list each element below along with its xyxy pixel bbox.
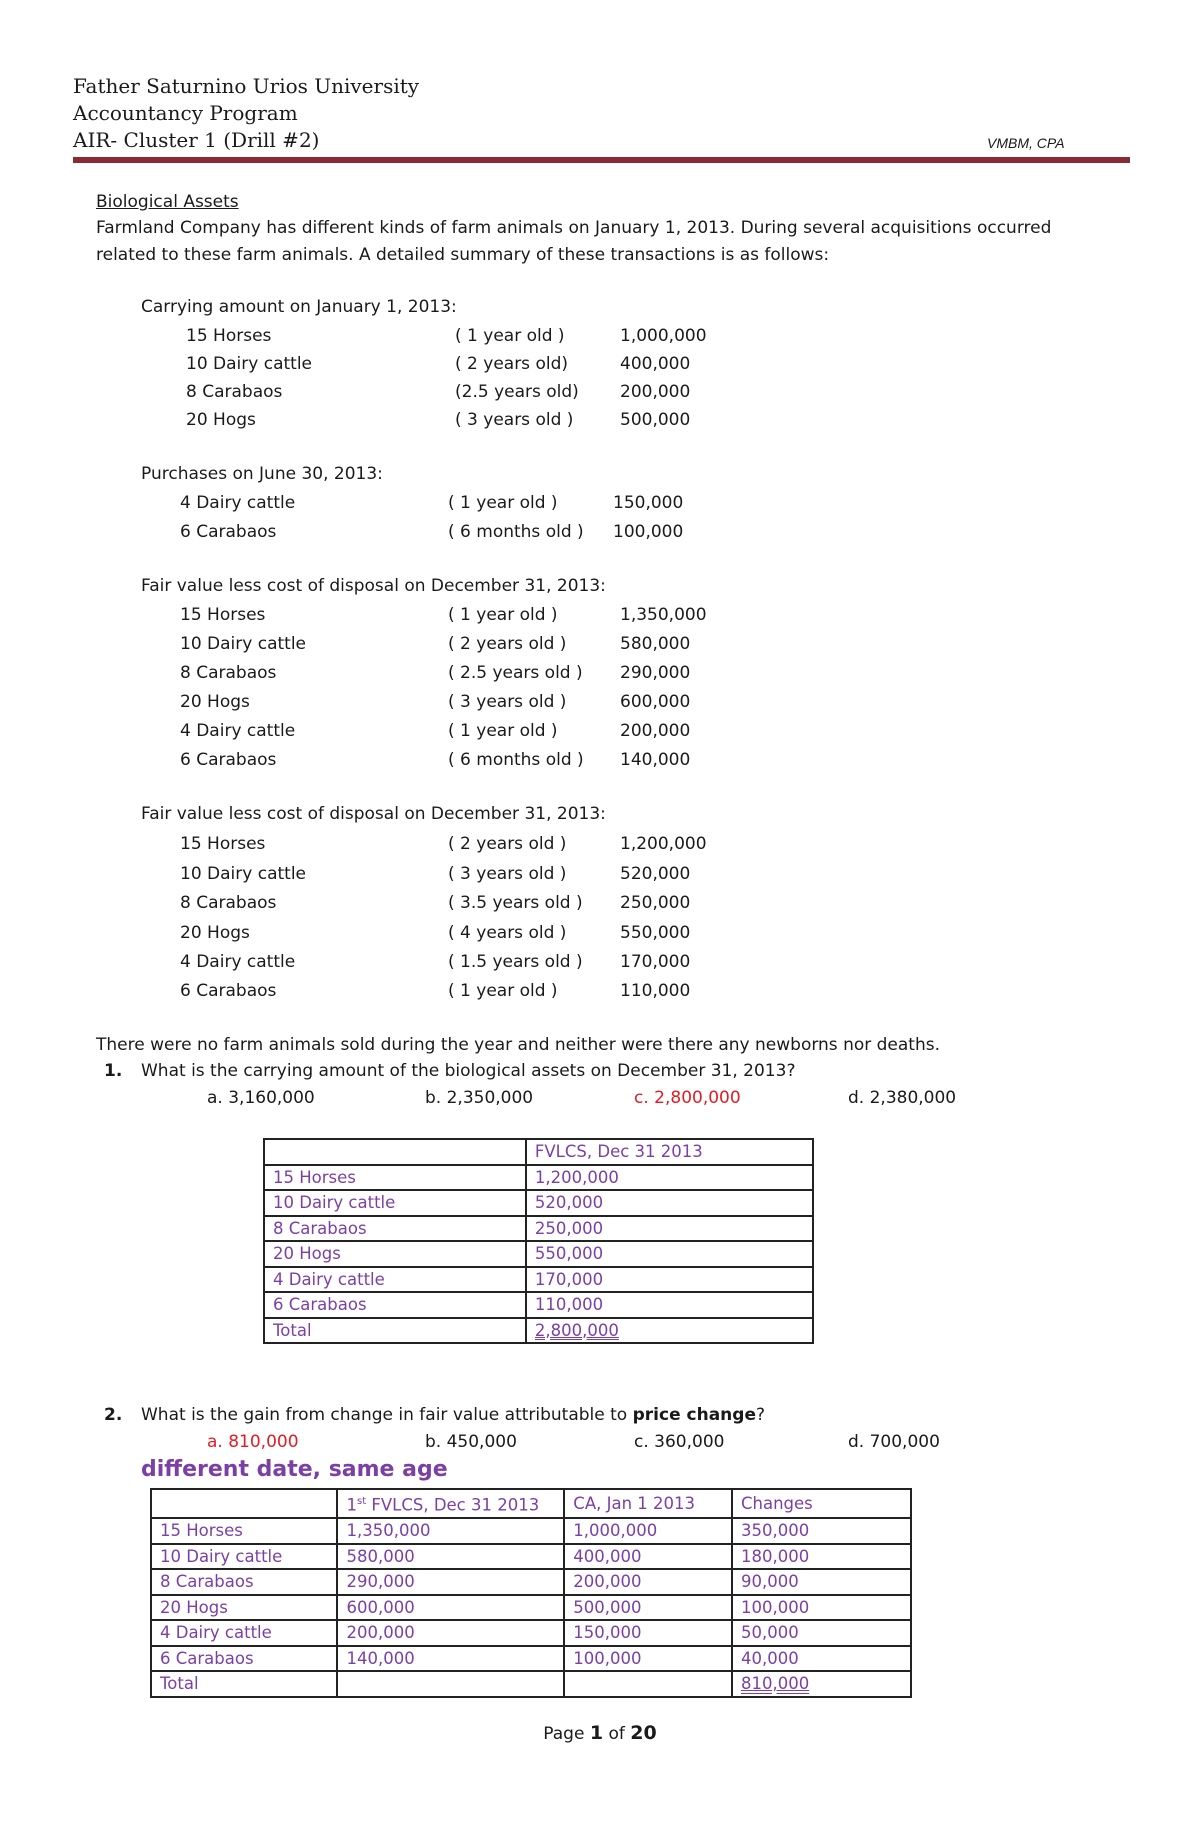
carrying-age: ( 3 years old ) [455, 410, 574, 430]
fv2-animal: 4 Dairy cattle [180, 952, 296, 972]
table-cell [264, 1139, 526, 1165]
carrying-age: ( 1 year old ) [455, 326, 565, 346]
table-row [151, 1518, 911, 1544]
table-cell: 1,200,000 [526, 1165, 813, 1191]
carrying-heading: Carrying amount on January 1, 2013: [141, 297, 457, 317]
table-row [151, 1620, 911, 1646]
table-cell: 10 Dairy cattle [264, 1190, 526, 1216]
fv1-animal: 8 Carabaos [180, 663, 277, 683]
total-label: Total [151, 1671, 337, 1697]
q2-text [141, 1405, 765, 1425]
table-cell: 290,000 [337, 1569, 564, 1595]
carrying-animal: 20 Hogs [186, 410, 256, 430]
q2-choice-b: b. 450,000 [425, 1432, 517, 1452]
q2-note: different date, same age [141, 1457, 448, 1482]
table-row [264, 1190, 813, 1216]
table-row [264, 1292, 813, 1318]
table-cell: 50,000 [732, 1620, 911, 1646]
fv1-age: ( 2 years old ) [448, 634, 567, 654]
fv2-age: ( 1.5 years old ) [448, 952, 583, 972]
fv2-age: ( 4 years old ) [448, 923, 567, 943]
purchases-heading: Purchases on June 30, 2013: [141, 464, 383, 484]
table-row [264, 1165, 813, 1191]
table-header-row [264, 1139, 813, 1165]
fv2-animal: 8 Carabaos [180, 893, 277, 913]
table-cell: 20 Hogs [264, 1241, 526, 1267]
table-total-row [264, 1318, 813, 1344]
fv2-heading: Fair value less cost of disposal on December 31, 2013: [141, 804, 606, 824]
table-cell: 6 Carabaos [151, 1646, 337, 1672]
table-cell: 100,000 [564, 1646, 732, 1672]
table-cell: 550,000 [526, 1241, 813, 1267]
table-total-row [151, 1671, 911, 1697]
purchase-age: ( 1 year old ) [448, 493, 558, 513]
total-value [732, 1671, 911, 1697]
header-ordinal-suffix: st [356, 1496, 367, 1507]
fv1-amount: 1,350,000 [620, 605, 707, 625]
table-cell: 400,000 [564, 1544, 732, 1570]
fv2-age: ( 2 years old ) [448, 834, 567, 854]
table-cell: 180,000 [732, 1544, 911, 1570]
q1-choice-c-answer: c. 2,800,000 [634, 1088, 741, 1108]
q2-choice-a-answer: a. 810,000 [207, 1432, 299, 1452]
table-cell [564, 1671, 732, 1697]
q2-text-bold: price change [632, 1405, 756, 1425]
table-cell: 500,000 [564, 1595, 732, 1621]
fv2-animal: 15 Horses [180, 834, 266, 854]
table-cell: 4 Dairy cattle [151, 1620, 337, 1646]
q1-choice-d: d. 2,380,000 [848, 1088, 957, 1108]
section-title: Biological Assets [96, 192, 239, 212]
q1-choice-a: a. 3,160,000 [207, 1088, 315, 1108]
table-header-row [151, 1489, 911, 1518]
table-row [151, 1595, 911, 1621]
fvlcs-table [263, 1138, 814, 1344]
fv2-animal: 6 Carabaos [180, 981, 277, 1001]
table-cell: 580,000 [337, 1544, 564, 1570]
fv1-animal: 6 Carabaos [180, 750, 277, 770]
table-header-cell: Changes [732, 1489, 911, 1518]
changes-table [150, 1488, 912, 1698]
drill-title: AIR- Cluster 1 (Drill #2) [73, 128, 320, 152]
table-row [151, 1646, 911, 1672]
fv2-amount: 1,200,000 [620, 834, 707, 854]
table-cell: 150,000 [564, 1620, 732, 1646]
table-cell: 4 Dairy cattle [264, 1267, 526, 1293]
of-label: of [603, 1724, 631, 1744]
table-cell: 15 Horses [151, 1518, 337, 1544]
table-header-cell: CA, Jan 1 2013 [564, 1489, 732, 1518]
fv1-age: ( 6 months old ) [448, 750, 584, 770]
q2-number: 2. [104, 1405, 123, 1425]
q2-text-post: ? [755, 1405, 766, 1425]
table-row [151, 1544, 911, 1570]
table-cell: 110,000 [526, 1292, 813, 1318]
total-label: Total [264, 1318, 526, 1344]
carrying-animal: 15 Horses [186, 326, 272, 346]
header-rule [73, 157, 1130, 163]
q2-choice-c: c. 360,000 [634, 1432, 725, 1452]
total-value [526, 1318, 813, 1344]
table-cell: 1,000,000 [564, 1518, 732, 1544]
table-cell: 90,000 [732, 1569, 911, 1595]
q2-choice-d: d. 700,000 [848, 1432, 940, 1452]
table-cell: 170,000 [526, 1267, 813, 1293]
fv1-age: ( 3 years old ) [448, 692, 567, 712]
table-cell [337, 1671, 564, 1697]
fv2-amount: 520,000 [620, 864, 691, 884]
fv2-amount: 250,000 [620, 893, 691, 913]
header-ordinal: 1 [346, 1495, 357, 1515]
carrying-animal: 10 Dairy cattle [186, 354, 312, 374]
table-cell: 600,000 [337, 1595, 564, 1621]
carrying-amount: 500,000 [620, 410, 691, 430]
carrying-age: (2.5 years old) [455, 382, 579, 402]
fv1-animal: 10 Dairy cattle [180, 634, 306, 654]
table-cell: 10 Dairy cattle [151, 1544, 337, 1570]
carrying-amount: 400,000 [620, 354, 691, 374]
header-fvlcs: FVLCS, Dec 31 2013 [366, 1495, 540, 1515]
fv1-animal: 20 Hogs [180, 692, 250, 712]
table-cell: 8 Carabaos [264, 1216, 526, 1242]
table-header-cell: FVLCS, Dec 31 2013 [526, 1139, 813, 1165]
purchase-animal: 4 Dairy cattle [180, 493, 296, 513]
q2-text-pre: What is the gain from change in fair value attributable to [141, 1405, 633, 1425]
note-text: There were no farm animals sold during the year and neither were there any newborns nor deaths. [96, 1035, 941, 1055]
table-cell: 200,000 [337, 1620, 564, 1646]
fv2-age: ( 3 years old ) [448, 864, 567, 884]
q1-text: What is the carrying amount of the biological assets on December 31, 2013? [141, 1061, 796, 1081]
table-cell: 6 Carabaos [264, 1292, 526, 1318]
table-cell: 8 Carabaos [151, 1569, 337, 1595]
fv2-animal: 20 Hogs [180, 923, 250, 943]
purchase-animal: 6 Carabaos [180, 522, 277, 542]
fv2-amount: 550,000 [620, 923, 691, 943]
fv2-age: ( 3.5 years old ) [448, 893, 583, 913]
fv1-amount: 140,000 [620, 750, 691, 770]
fv1-amount: 600,000 [620, 692, 691, 712]
purchase-amount: 100,000 [613, 522, 684, 542]
carrying-amount: 200,000 [620, 382, 691, 402]
table-cell: 1,350,000 [337, 1518, 564, 1544]
intro-line-2: related to these farm animals. A detailed summary of these transactions is as follows: [96, 245, 830, 265]
fv2-amount: 170,000 [620, 952, 691, 972]
table-header-cell [337, 1489, 564, 1518]
table-row [264, 1216, 813, 1242]
fv1-heading: Fair value less cost of disposal on December 31, 2013: [141, 576, 606, 596]
table-cell: 100,000 [732, 1595, 911, 1621]
table-cell: 350,000 [732, 1518, 911, 1544]
table-cell: 40,000 [732, 1646, 911, 1672]
fv2-animal: 10 Dairy cattle [180, 864, 306, 884]
intro-line-1: Farmland Company has different kinds of farm animals on January 1, 2013. During several acquisitions occurred [96, 218, 1052, 238]
total-value-text: 810,000 [740, 1674, 810, 1693]
fv1-age: ( 2.5 years old ) [448, 663, 583, 683]
fv1-age: ( 1 year old ) [448, 605, 558, 625]
table-cell: 200,000 [564, 1569, 732, 1595]
fv1-amount: 290,000 [620, 663, 691, 683]
total-value-text: 2,800,000 [534, 1320, 619, 1340]
author-credit: VMBM, CPA [987, 135, 1065, 151]
table-cell: 520,000 [526, 1190, 813, 1216]
page-number: 1 [589, 1722, 604, 1744]
total-pages: 20 [630, 1722, 657, 1744]
fv1-animal: 4 Dairy cattle [180, 721, 296, 741]
table-row [151, 1569, 911, 1595]
fv1-amount: 200,000 [620, 721, 691, 741]
purchase-amount: 150,000 [613, 493, 684, 513]
q1-choice-b: b. 2,350,000 [425, 1088, 534, 1108]
fv1-animal: 15 Horses [180, 605, 266, 625]
carrying-animal: 8 Carabaos [186, 382, 283, 402]
table-cell: 250,000 [526, 1216, 813, 1242]
page-label: Page [543, 1724, 590, 1744]
table-cell [151, 1489, 337, 1518]
program-name: Accountancy Program [73, 101, 298, 125]
fv1-amount: 580,000 [620, 634, 691, 654]
q1-number: 1. [104, 1061, 123, 1081]
table-row [264, 1267, 813, 1293]
table-cell: 15 Horses [264, 1165, 526, 1191]
page-footer [0, 1722, 1200, 1744]
university-name: Father Saturnino Urios University [73, 74, 420, 98]
table-cell: 20 Hogs [151, 1595, 337, 1621]
fv2-age: ( 1 year old ) [448, 981, 558, 1001]
carrying-amount: 1,000,000 [620, 326, 707, 346]
fv2-amount: 110,000 [620, 981, 691, 1001]
table-cell: 140,000 [337, 1646, 564, 1672]
purchase-age: ( 6 months old ) [448, 522, 584, 542]
carrying-age: ( 2 years old) [455, 354, 568, 374]
table-row [264, 1241, 813, 1267]
fv1-age: ( 1 year old ) [448, 721, 558, 741]
